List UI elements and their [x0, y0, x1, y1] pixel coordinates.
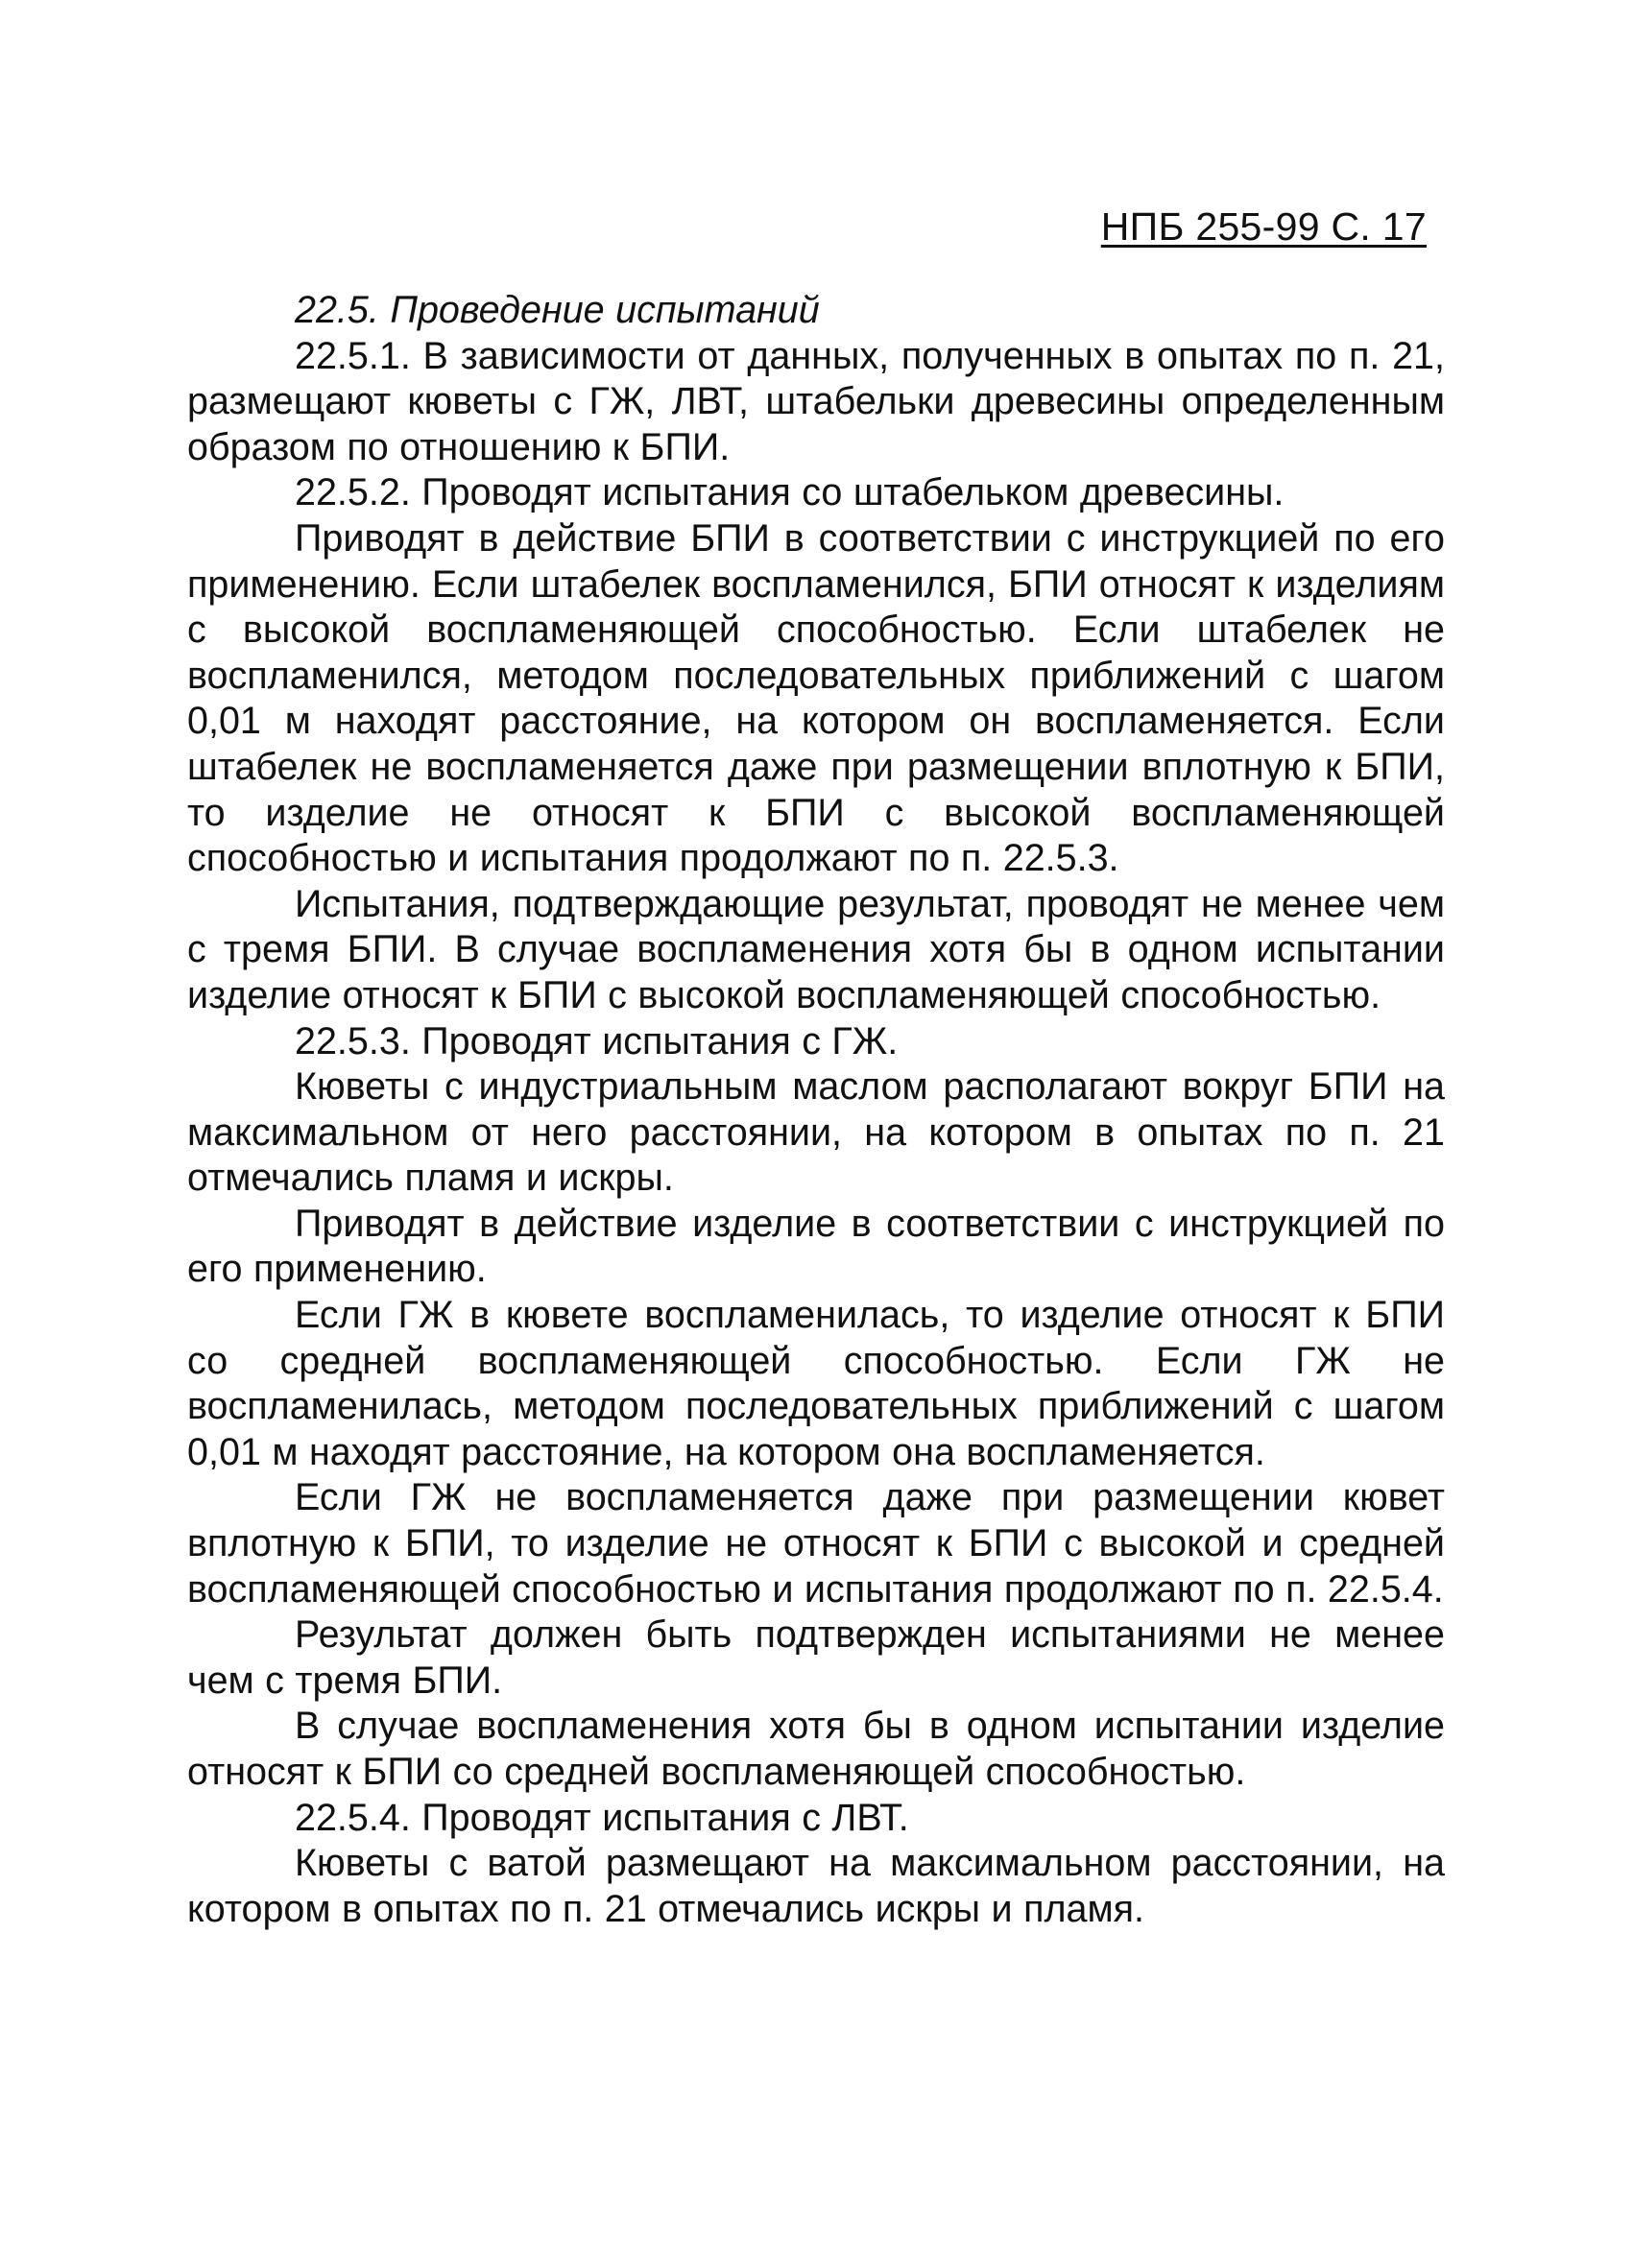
paragraph-cotton-placement: Кюветы с ватой размещают на максимальном расстоянии, на котором в опытах по п. 21 отмечались искры и пламя.: [187, 1842, 1445, 1930]
section-title: 22.5. Проведение испытаний: [295, 289, 820, 331]
paragraph-22-5-3: 22.5.3. Проводят испытания с ГЖ.: [295, 1019, 899, 1062]
document-body: [187, 288, 1445, 1932]
paragraph-liquid-confirmation: Результат должен быть подтвержден испытаниями не менее чем с тремя БПИ.: [187, 1613, 1445, 1702]
paragraph-liquid-ignition: Если ГЖ в кювете воспламенилась, то изделие относят к БПИ со средней воспламеняющей способностью. Если ГЖ не воспламенилась, методом последовательных приближений с шагом 0,01 м находят расстояние, на котором она воспламеняется.: [187, 1294, 1445, 1473]
paragraph-liquid-classification: В случае воспламенения хотя бы в одном испытании изделие относят к БПИ со средней воспламеняющей способностью.: [187, 1705, 1445, 1793]
paragraph-liquid-no-ignition: Если ГЖ не воспламеняется даже при размещении кювет вплотную к БПИ, то изделие не относят к БПИ с высокой и средней воспламеняющей способностью и испытания продолжают по п. 22.5.4.: [187, 1476, 1445, 1611]
paragraph-liquid-placement: Кюветы с индустриальным маслом располагают вокруг БПИ на максимальном от него расстоянии, на котором в опытах по п. 21 отмечались пламя и искры.: [187, 1065, 1445, 1200]
paragraph-wood-stack-procedure: Приводят в действие БПИ в соответствии с инструкцией по его применению. Если штабелек воспламенился, БПИ относят к изделиям с высокой воспламеняющей способностью. Если штабелек не воспламенился, методом последовательных приближений с шагом 0,01 м находят расстояние, на котором он воспламеняется. Если штабелек не воспламеняется даже при размещении вплотную к БПИ, то изделие не относят к БПИ с высокой воспламеняющей способностью и испытания продолжают по п. 22.5.3.: [187, 516, 1445, 880]
paragraph-22-5-4: 22.5.4. Проводят испытания с ЛВТ.: [295, 1796, 909, 1839]
paragraph-22-5-1: 22.5.1. В зависимости от данных, полученных в опытах по п. 21, размещают кюветы с ГЖ, ЛВТ, штабельки древесины определенным образом по отношению к БПИ.: [187, 334, 1445, 468]
paragraph-wood-stack-confirmation: Испытания, подтверждающие результат, проводят не менее чем с тремя БПИ. В случае воспламенения хотя бы в одном испытании изделие относят к БПИ с высокой воспламеняющей способностью.: [187, 882, 1445, 1016]
paragraph-22-5-2: 22.5.2. Проводят испытания со штабельком древесины.: [295, 471, 1285, 514]
paragraph-liquid-activation: Приводят в действие изделие в соответствии с инструкцией по его применению.: [187, 1202, 1445, 1291]
document-reference-header: НПБ 255-99 С. 17: [1100, 204, 1427, 249]
